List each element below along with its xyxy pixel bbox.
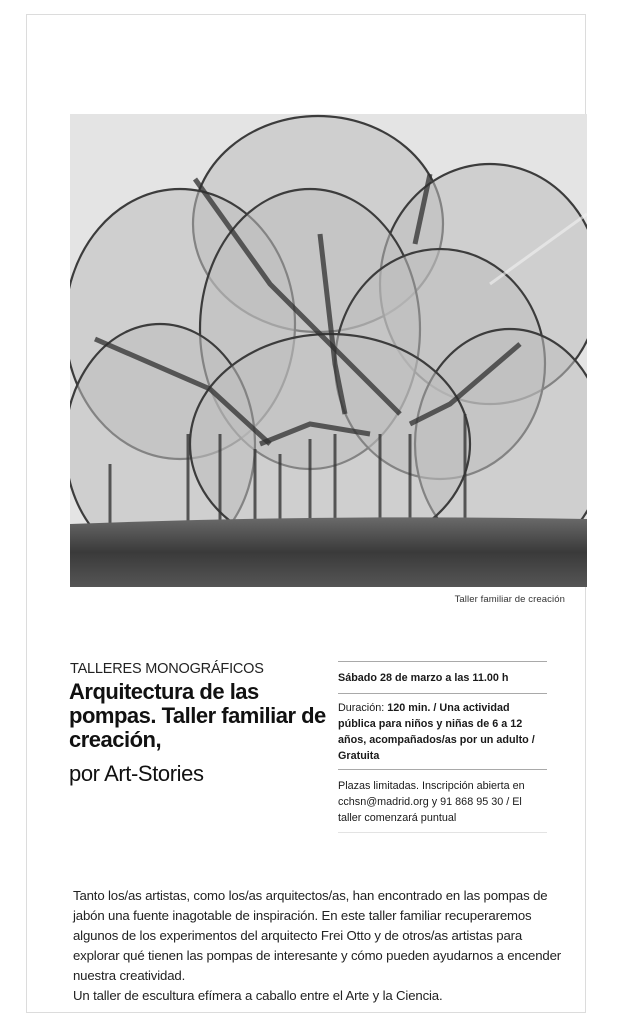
event-organizer: por Art-Stories: [69, 761, 204, 786]
duration-value: 120 min. / Una actividad pública para niños y niñas de 6 a 12 años, acompañados/as por un adulto / Gratuita: [338, 702, 535, 762]
event-description: [73, 886, 563, 1006]
bubble-illustration: [70, 114, 587, 587]
event-registration: Plazas limitadas. Inscripción abierta en cchsn@madrid.org y 91 868 95 30 / El taller comenzará puntual: [338, 780, 525, 824]
description-paragraph: Tanto los/as artistas, como los/as arquitectos/as, han encontrado en las pompas de jabón una fuente inagotable de inspiración. En este taller familiar recuperaremos algunos de los experimentos del arquitecto Frei Otto y de otros/as artistas para explorar qué tienen las pompas de interesante y cómo pueden ayudarnos a encender nuestra creatividad.: [73, 888, 561, 983]
event-duration: [338, 694, 547, 769]
divider: [338, 832, 547, 833]
photo-caption: Taller familiar de creación: [454, 594, 565, 605]
section-kicker: TALLERES MONOGRÁFICOS: [70, 661, 264, 677]
duration-label: Duración:: [338, 702, 385, 714]
description-closing: Un taller de escultura efímera a caballo entre el Arte y la Ciencia.: [73, 988, 443, 1003]
event-info-panel: [338, 661, 547, 833]
bubble-photo: [70, 114, 587, 587]
event-date: Sábado 28 de marzo a las 11.00 h: [338, 672, 509, 684]
event-title: Arquitectura de las pompas. Taller familiar de creación,: [69, 679, 326, 752]
